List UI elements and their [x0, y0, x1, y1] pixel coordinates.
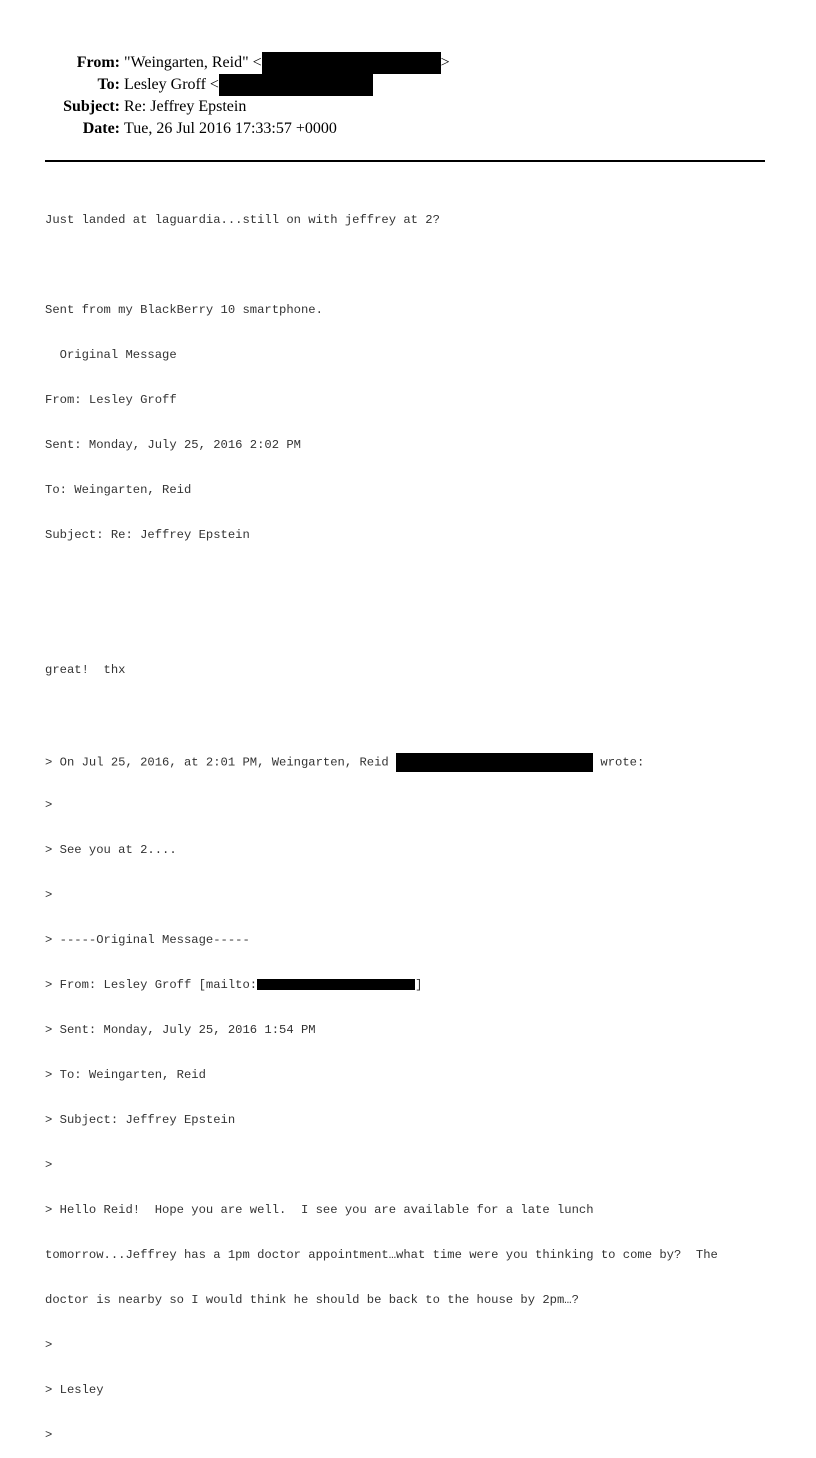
email-body: [45, 183, 775, 1458]
body-line: > Hello Reid! Hope you are well. I see you are available for a late lunch: [45, 1203, 594, 1217]
body-line: >: [45, 888, 53, 902]
from-suffix: >: [440, 54, 450, 71]
to-value: [124, 74, 373, 96]
date-row: [0, 118, 816, 140]
body-line: Sent from my BlackBerry 10 smartphone.: [45, 303, 323, 317]
to-row: [0, 74, 816, 96]
redaction-block: [257, 979, 415, 990]
redaction-block: [396, 753, 593, 772]
date-label: Date:: [82, 120, 120, 137]
redaction-block: [219, 74, 373, 96]
quoted-from: > From: Lesley Groff [mailto:: [45, 978, 258, 992]
date-value: Tue, 26 Jul 2016 17:33:57 +0000: [124, 120, 337, 137]
body-line: > To: Weingarten, Reid: [45, 1068, 206, 1082]
body-line: Original Message: [45, 348, 177, 362]
body-line: Sent: Monday, July 25, 2016 2:02 PM: [45, 438, 301, 452]
body-line: > Lesley: [45, 1383, 104, 1397]
subject-label: Subject:: [63, 98, 120, 115]
subject-value: Re: Jeffrey Epstein: [124, 98, 247, 115]
body-line: >: [45, 1338, 53, 1352]
body-line: >: [45, 1158, 53, 1172]
body-line: > Sent: Monday, July 25, 2016 1:54 PM: [45, 1023, 316, 1037]
body-line: To: Weingarten, Reid: [45, 483, 192, 497]
to-name: Lesley Groff <: [124, 76, 219, 93]
from-label: From:: [76, 54, 120, 71]
from-name: "Weingarten, Reid" <: [124, 54, 262, 71]
blank-line: [45, 573, 775, 588]
body-line: Subject: Re: Jeffrey Epstein: [45, 528, 250, 542]
body-line: Just landed at laguardia...still on with jeffrey at 2?: [45, 213, 440, 227]
blank-line: [45, 258, 775, 273]
from-row: [0, 52, 816, 74]
from-value: [124, 52, 450, 74]
blank-line: [45, 618, 775, 633]
quoted-from-end: ]: [415, 978, 423, 992]
body-line: >: [45, 1428, 53, 1442]
body-line: >: [45, 798, 53, 812]
body-line: From: Lesley Groff: [45, 393, 177, 407]
body-line: great! thx: [45, 663, 126, 677]
blank-line: [45, 708, 775, 723]
body-line: [45, 978, 775, 993]
body-line: > -----Original Message-----: [45, 933, 250, 947]
to-label: To:: [97, 76, 120, 93]
header-divider: [45, 160, 765, 162]
body-line: > Subject: Jeffrey Epstein: [45, 1113, 236, 1127]
redaction-block: [262, 52, 441, 74]
body-line: doctor is nearby so I would think he should be back to the house by 2pm…?: [45, 1293, 579, 1307]
body-line: [45, 753, 775, 768]
quote-attribution-end: wrote:: [593, 755, 645, 770]
quote-attribution: > On Jul 25, 2016, at 2:01 PM, Weingarten, Reid: [45, 755, 397, 770]
body-line: tomorrow...Jeffrey has a 1pm doctor appointment…what time were you thinking to come by? The: [45, 1248, 718, 1262]
body-line: > See you at 2....: [45, 843, 177, 857]
subject-row: [0, 96, 816, 118]
